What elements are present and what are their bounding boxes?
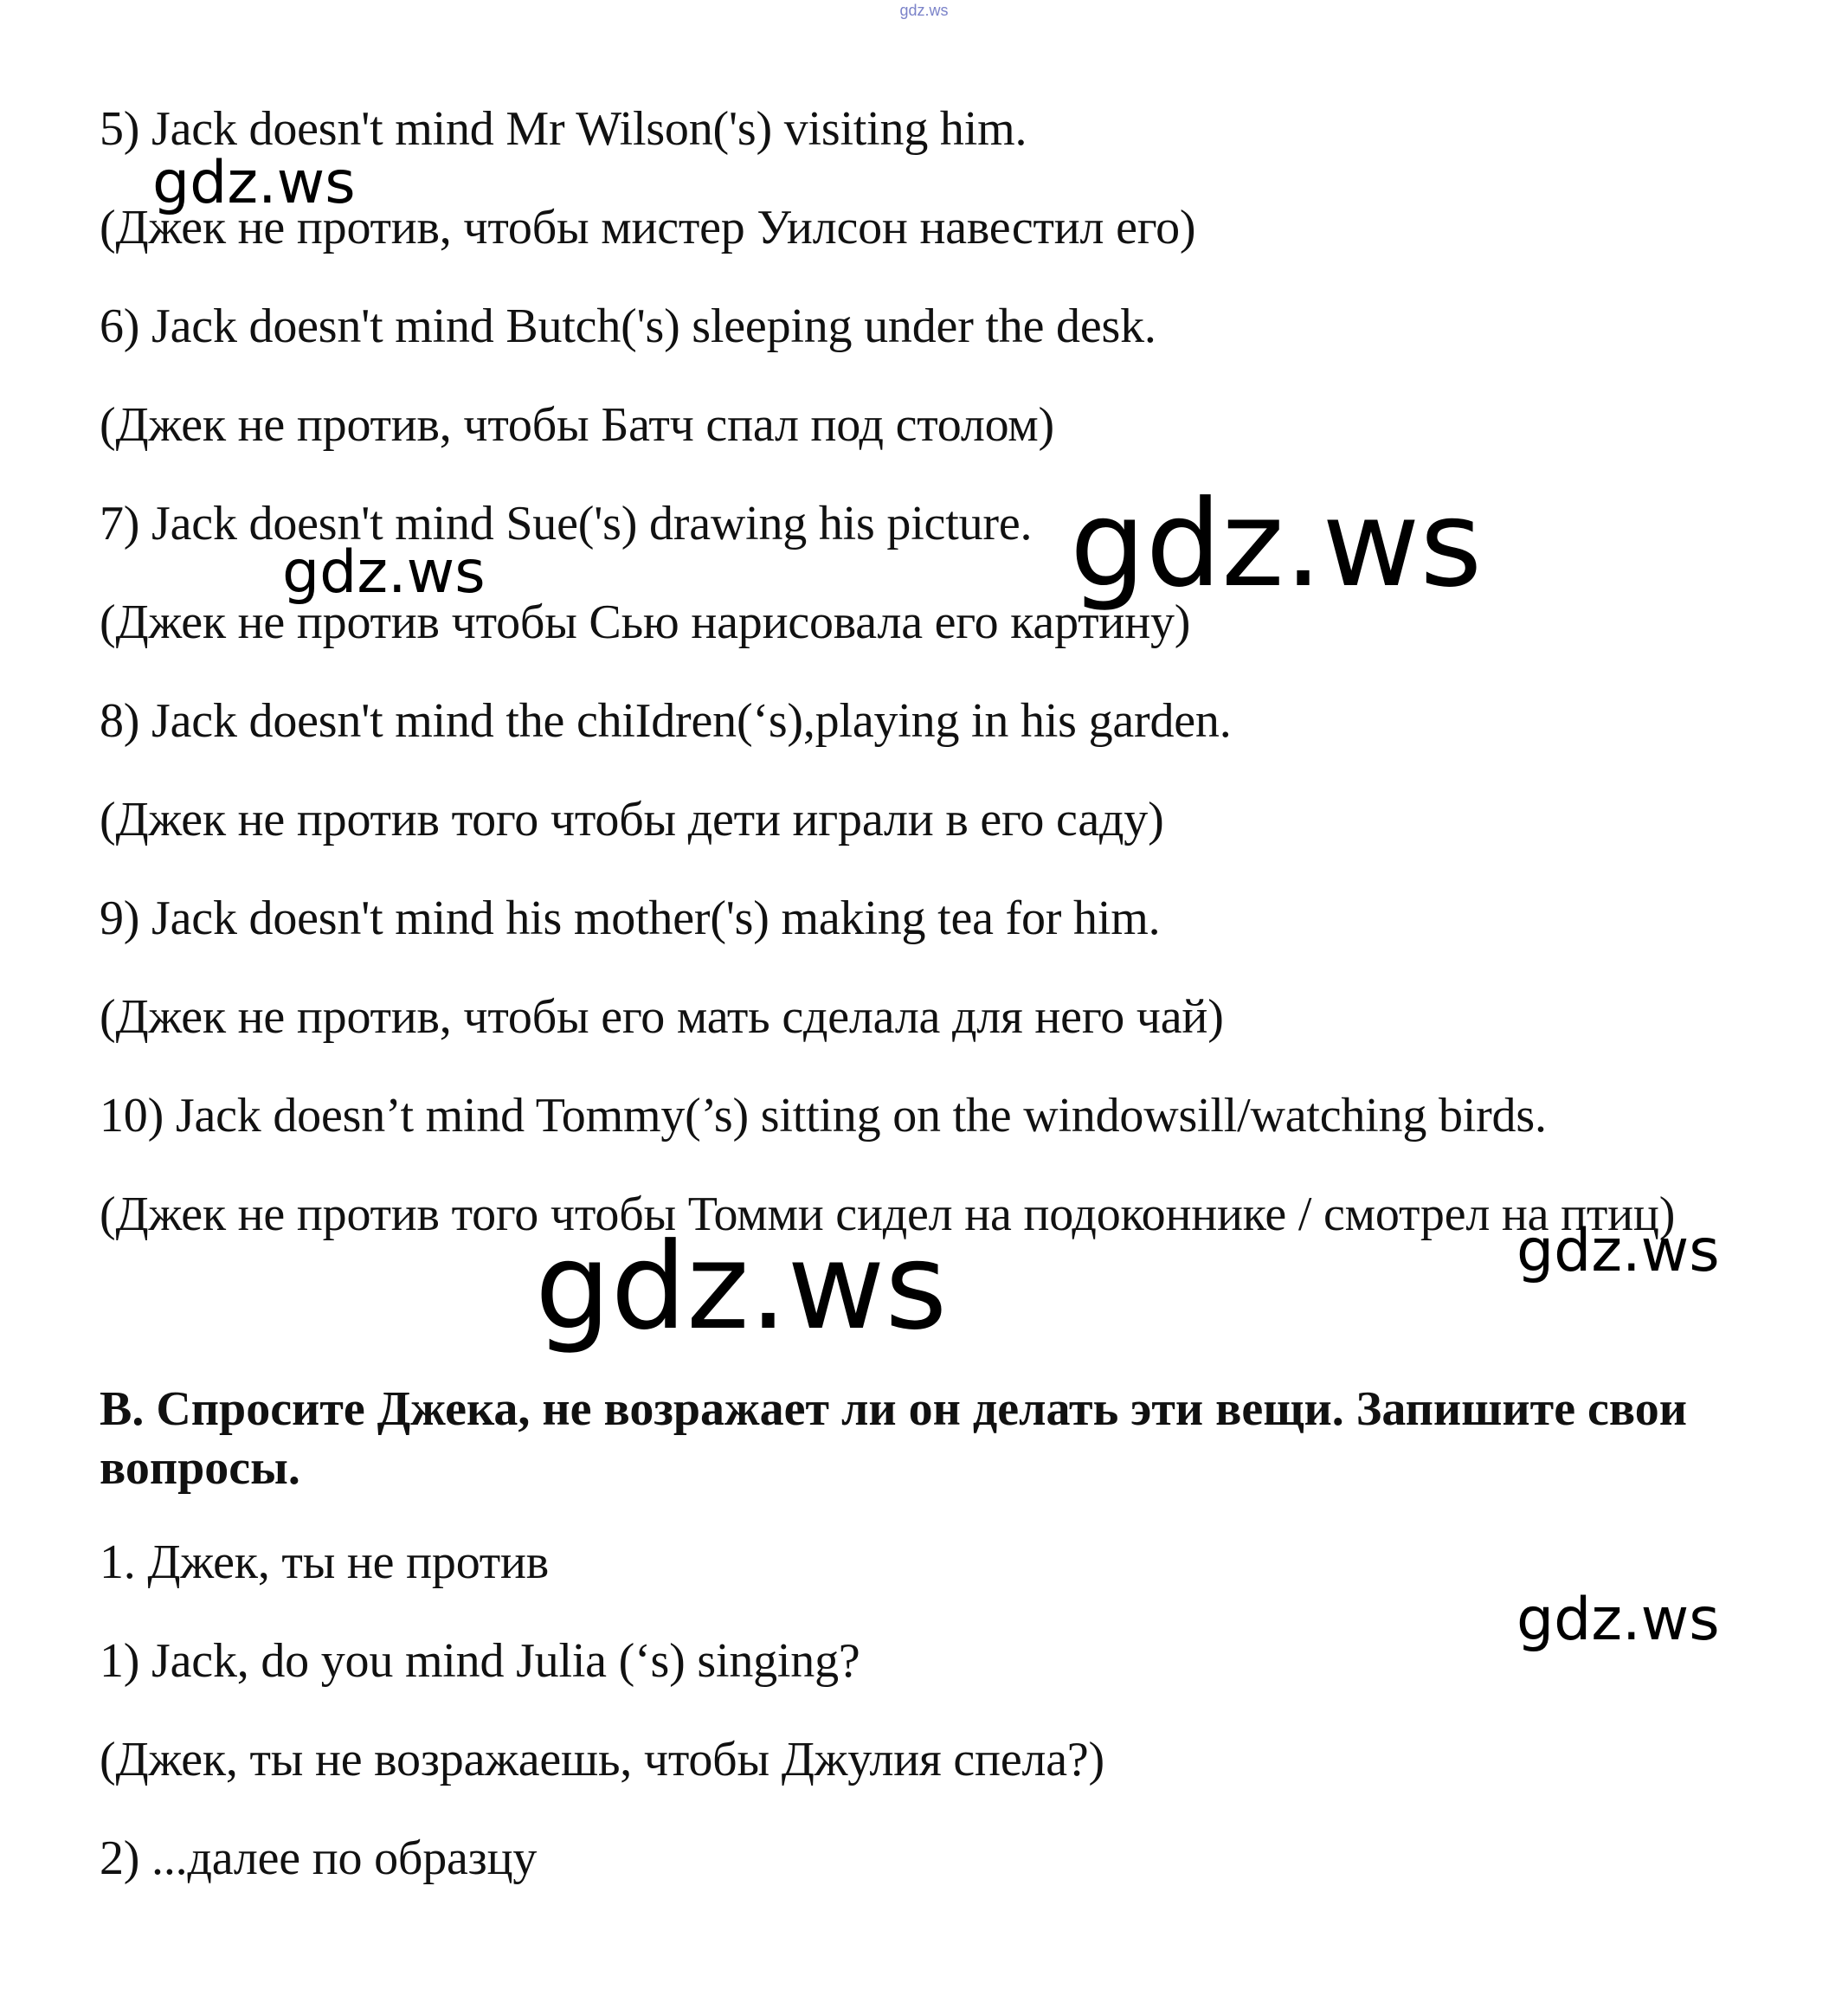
section-b-line-2: 2) ...далее по образцу: [100, 1831, 538, 1885]
translation-line-8: (Джек не против того чтобы дети играли в его саду): [100, 793, 1164, 846]
watermark-logo: gdz.ws: [152, 149, 356, 217]
translation-line-7: (Джек не против чтобы Сью нарисовала его картину): [100, 595, 1191, 649]
watermark-logo-large: gdz.ws: [535, 1217, 948, 1356]
top-watermark: gdz.ws: [899, 2, 949, 19]
watermark-logo: gdz.ws: [1516, 1217, 1720, 1285]
translation-line-9: (Джек не против, чтобы его мать сделала для него чай): [100, 990, 1224, 1044]
watermark-logo-large: gdz.ws: [1070, 474, 1483, 614]
answer-line-9: 9) Jack doesn't mind his mother('s) making tea for him.: [100, 892, 1161, 945]
answer-line-10: 10) Jack doesn’t mind Tommy(’s) sitting on the windowsill/watching birds.: [100, 1089, 1547, 1143]
answer-line-5: 5) Jack doesn't mind Mr Wilson('s) visiting him.: [100, 102, 1027, 156]
translation-line-10: (Джек не против того чтобы Томми сидел на подоконнике / смотрел на птиц): [100, 1188, 1676, 1241]
section-b-heading: B. Спросите Джека, не возражает ли он делать эти вещи. Запишите свои вопросы.: [100, 1382, 1688, 1495]
answer-line-7: 7) Jack doesn't mind Sue('s) drawing his picture.: [100, 497, 1033, 550]
answer-line-8: 8) Jack doesn't mind the chiIdren(‘s),playing in his garden.: [100, 694, 1232, 748]
translation-line-5: (Джек не против, чтобы мистер Уилсон навестил его): [100, 201, 1196, 254]
section-b-example-translation: (Джек, ты не возражаешь, чтобы Джулия спела?): [100, 1733, 1104, 1786]
watermark-logo: gdz.ws: [1516, 1586, 1720, 1654]
watermark-logo: gdz.ws: [282, 538, 486, 607]
section-b-example-question: 1) Jack, do you mind Julia (‘s) singing?: [100, 1634, 860, 1688]
answer-line-6: 6) Jack doesn't mind Butch('s) sleeping under the desk.: [100, 299, 1156, 353]
translation-line-6: (Джек не против, чтобы Батч спал под столом): [100, 398, 1054, 452]
section-b-line-1: 1. Джек, ты не против: [100, 1535, 550, 1589]
